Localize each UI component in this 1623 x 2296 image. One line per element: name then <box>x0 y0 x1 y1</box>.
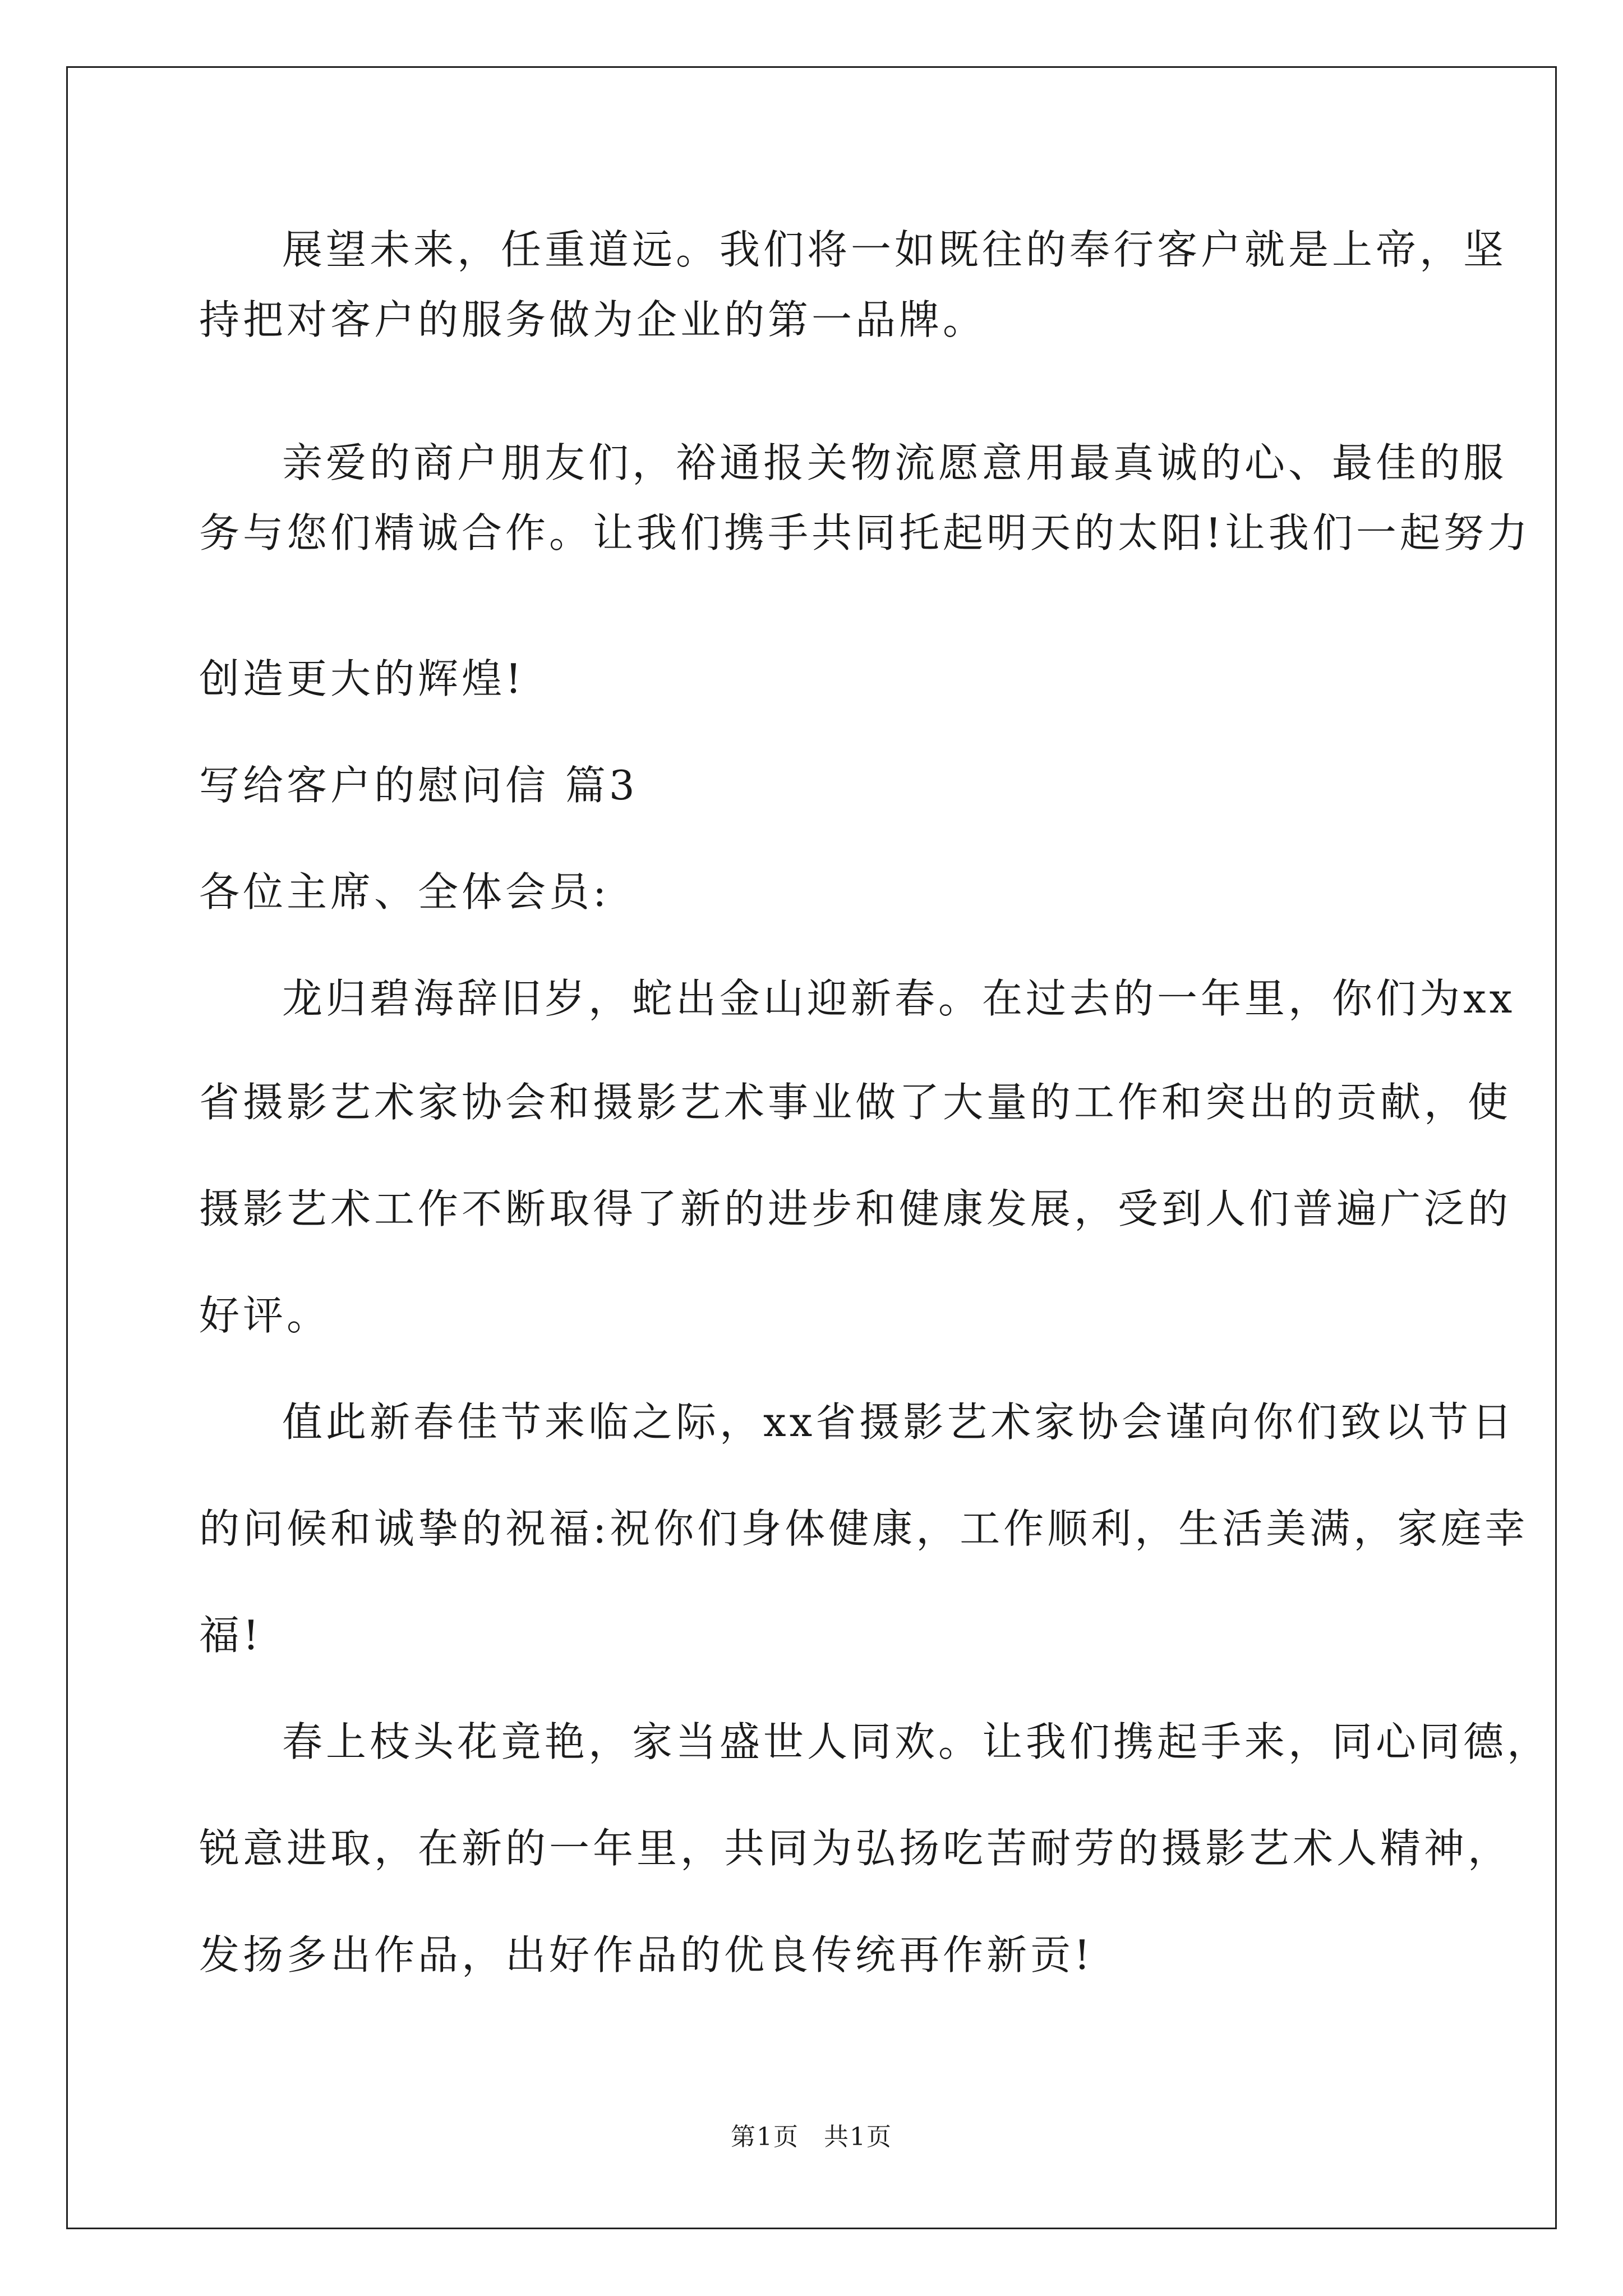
paragraph-line: 锐意进取，在新的一年里，共同为弘扬吃苦耐劳的摄影艺术人精神， <box>199 1825 1512 1872</box>
section-heading: 写给客户的慰问信 篇3 <box>199 762 638 809</box>
page-border <box>66 66 1557 2229</box>
paragraph-line: 创造更大的辉煌! <box>199 655 525 702</box>
salutation: 各位主席、全体会员: <box>199 868 610 915</box>
paragraph-line: 摄影艺术工作不断取得了新的进步和健康发展，受到人们普遍广泛的 <box>199 1185 1512 1232</box>
paragraph-line: 福! <box>199 1612 262 1659</box>
page-footer <box>0 2120 1623 2154</box>
paragraph-line: 发扬多出作品，出好作品的优良传统再作新贡! <box>199 1931 1094 1978</box>
paragraph-line: 值此新春佳节来临之际，xx省摄影艺术家协会谨向你们致以节日 <box>282 1398 1516 1446</box>
page-number: 第1页 <box>731 2123 799 2151</box>
paragraph-line: 好评。 <box>199 1292 331 1339</box>
paragraph-line: 春上枝头花竟艳，家当盛世人同欢。让我们携起手来，同心同德， <box>282 1718 1551 1765</box>
paragraph-line: 的问候和诚挚的祝福:祝你们身体健康，工作顺利，生活美满，家庭幸 <box>199 1505 1529 1552</box>
paragraph-line: 省摄影艺术家协会和摄影艺术事业做了大量的工作和突出的贡献，使 <box>199 1079 1512 1126</box>
paragraph-line: 展望未来，任重道远。我们将一如既往的奉行客户就是上帝，坚 <box>282 226 1507 273</box>
paragraph-line: 持把对客户的服务做为企业的第一品牌。 <box>199 296 987 343</box>
paragraph-line: 龙归碧海辞旧岁，蛇出金山迎新春。在过去的一年里，你们为xx <box>282 975 1516 1022</box>
paragraph-line: 务与您们精诚合作。让我们携手共同托起明天的太阳!让我们一起努力 <box>199 509 1531 556</box>
page-total: 共1页 <box>824 2123 892 2151</box>
paragraph-line: 亲爱的商户朋友们，裕通报关物流愿意用最真诚的心、最佳的服 <box>282 439 1507 486</box>
